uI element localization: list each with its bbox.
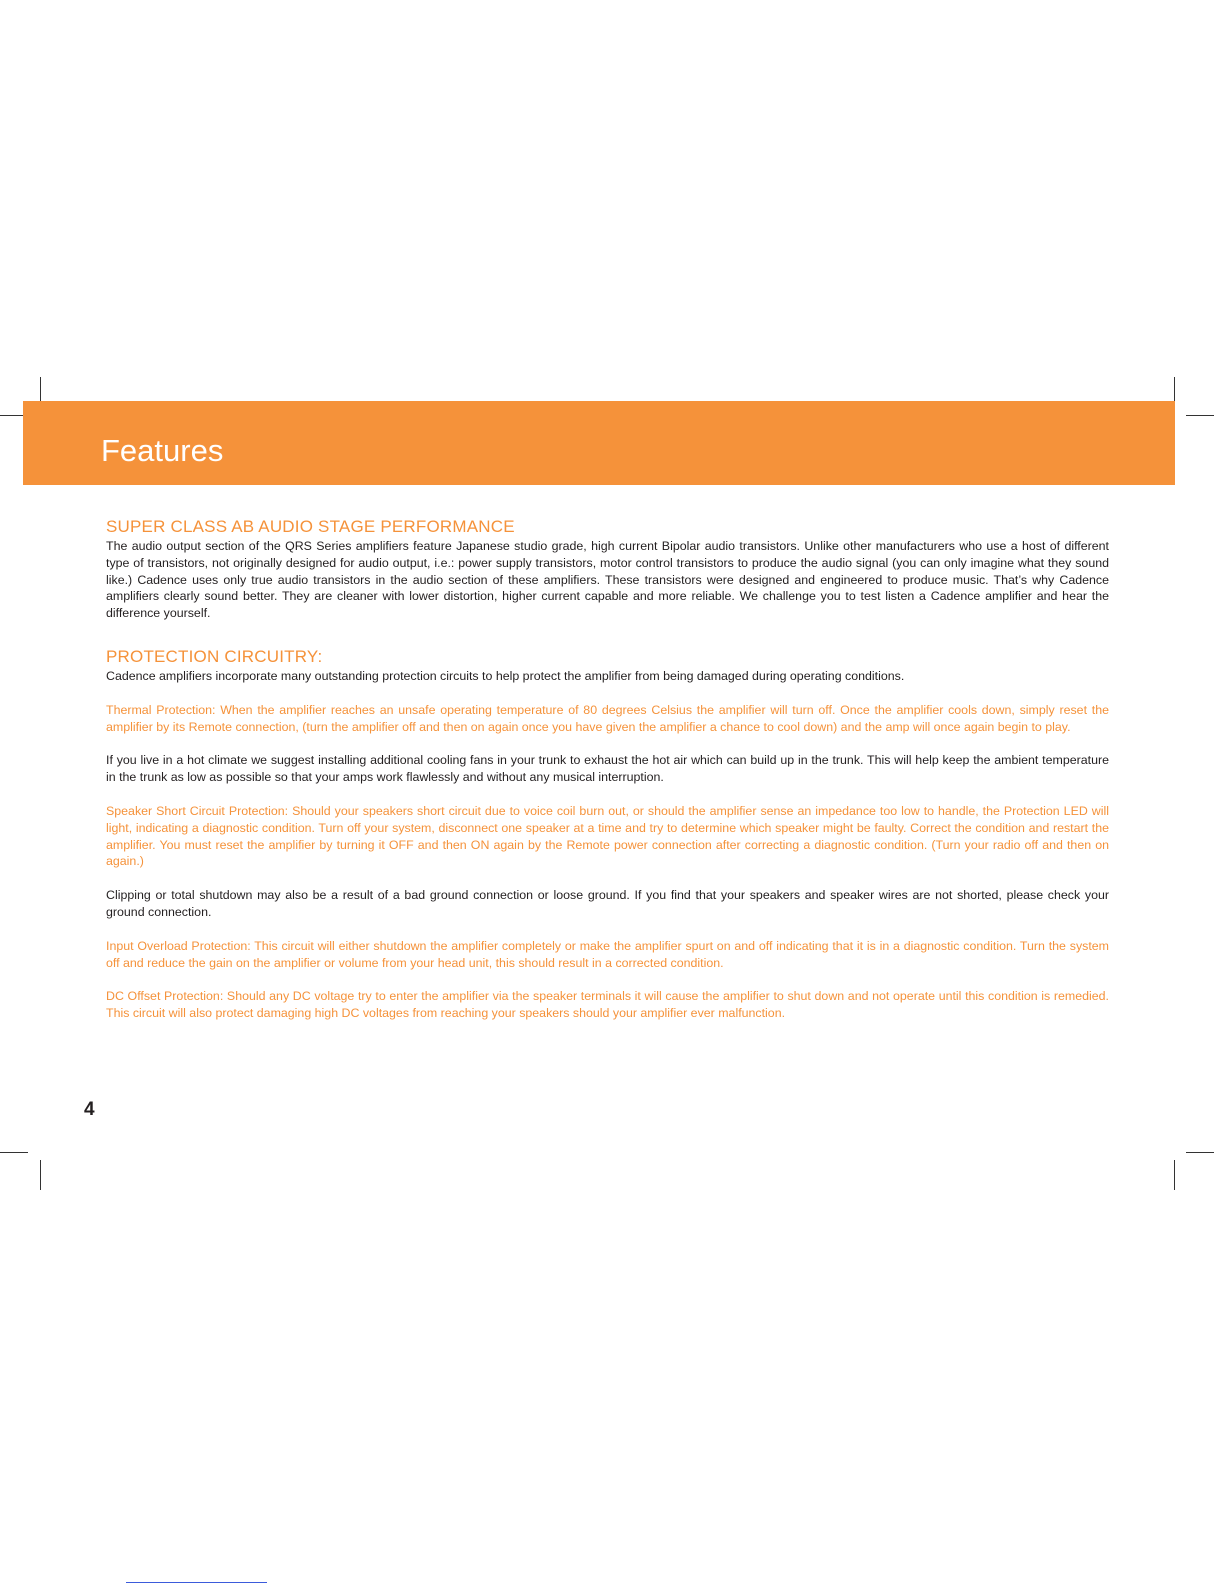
thermal-protection-paragraph: Thermal Protection: When the amplifier reaches an unsafe operating temperature of 80 degrees Celsius the amplifier will turn off. Once the amplifier cools down, simply reset the amplifier by its Remote connection, (turn the amplifier off and then on again once you have given the amplifier a chance to cool down) and the amp will once again begin to play. [106, 702, 1109, 734]
crop-mark [40, 1160, 41, 1190]
bottom-link-underline [126, 1582, 267, 1583]
body-paragraph: The audio output section of the QRS Series amplifiers feature Japanese studio grade, high current Bipolar audio transistors. Unlike other manufacturers who use a host of different type of transistors, not originally designed for audio output, i.e.: power supply transistors, motor control transistors to produce the audio signal (you can only imagine what they sound like.) Cadence uses only true audio transistors in the audio section of these amplifiers. These transistors were designed and engineered to produce music. That’s why Cadence amplifiers clearly sound better. They are cleaner with lower distortion, higher current capable and more reliable. We challenge you to test listen a Cadence amplifier and hear the difference yourself. [106, 539, 1109, 621]
body-paragraph: Cadence amplifiers incorporate many outstanding protection circuits to help protect the amplifier from being damaged during operating conditions. [106, 668, 905, 683]
crop-mark [1174, 1160, 1175, 1190]
section-heading: SUPER CLASS AB AUDIO STAGE PERFORMANCE [106, 517, 515, 536]
crop-mark [1186, 1152, 1214, 1153]
section-audio-stage [106, 516, 1109, 622]
short-circuit-protection-paragraph: Speaker Short Circuit Protection: Should your speakers short circuit due to voice coil burn out, or should the amplifier sense an impedance too low to handle, the Protection LED will light, indicating a diagnostic condition. Turn off your system, disconnect one speaker at a time and try to determine which speaker might be faulty. Correct the condition and restart the amplifier. You must reset the amplifier by turning it OFF and then ON again by the Remote power connection after correcting a diagnostic condition. (Turn your radio off and then on again.) [106, 803, 1109, 869]
section-protection [106, 646, 1109, 1022]
body-paragraph: If you live in a hot climate we suggest installing additional cooling fans in your trunk to exhaust the hot air which can build up in the trunk. This will help keep the ambient temperature in the trunk as low as possible so that your amps work flawlessly and without any musical interruption. [106, 753, 1109, 785]
input-overload-protection-paragraph: Input Overload Protection: This circuit will either shutdown the amplifier completely or make the amplifier spurt on and off indicating that it is in a diagnostic condition. Turn the system off and reduce the gain on the amplifier or volume from your head unit, this should result in a corrected condition. [106, 938, 1109, 970]
features-banner [23, 401, 1175, 485]
page-title: Features [101, 433, 224, 468]
content-body [106, 516, 1109, 1022]
crop-mark [0, 1152, 28, 1153]
page-number: 4 [84, 1099, 95, 1120]
section-heading: PROTECTION CIRCUITRY: [106, 646, 323, 666]
crop-mark [1186, 415, 1214, 416]
dc-offset-protection-paragraph: DC Offset Protection: Should any DC voltage try to enter the amplifier via the speaker terminals it will cause the amplifier to shut down and not operate until this condition is remedied. This circuit will also protect damaging high DC voltages from reaching your speakers should your amplifier ever malfunction. [106, 989, 1109, 1021]
body-paragraph: Clipping or total shutdown may also be a result of a bad ground connection or loose ground. If you find that your speakers and speaker wires are not shorted, please check your ground connection. [106, 888, 1109, 919]
